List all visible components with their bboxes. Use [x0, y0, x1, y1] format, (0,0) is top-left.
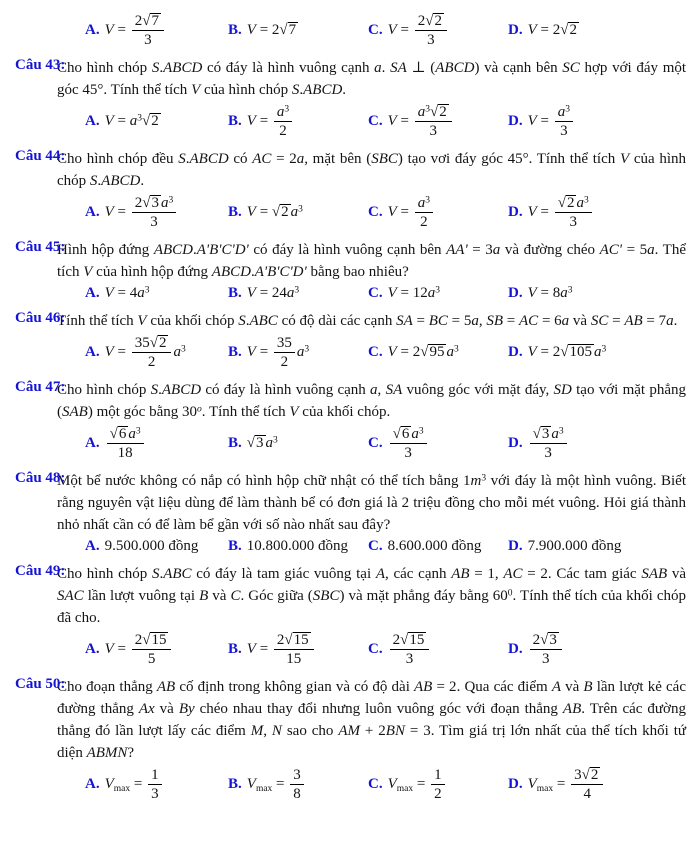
- option: [85, 766, 228, 803]
- option: [85, 285, 228, 302]
- inline-math: V: [289, 404, 299, 420]
- question-text: Cho hình chóp đều S.ABCD có AC = 2a, mặt bên (SBC) tạo vơi đáy góc 45°. Tính thể tích V của hình chóp S.ABCD.: [57, 151, 686, 189]
- option-formula: $V = 24a^3$: [246, 285, 300, 301]
- inline-math: $1m^3$: [462, 473, 487, 489]
- inline-math: V: [137, 313, 147, 329]
- option-letter: B.: [228, 112, 242, 129]
- question-number: Câu 49:: [15, 563, 66, 579]
- option: [228, 631, 368, 668]
- option-formula: V = $\frac{√2 a^3}{3}$: [528, 204, 594, 220]
- inline-math: V: [619, 151, 630, 167]
- option-letter: D.: [508, 112, 523, 129]
- question-text: Tính thể tích V của khối chóp S.ABC có độ dài các cạnh SA = BC = 5a, SB = AC = 6a và SC = AB = 7a.: [57, 313, 678, 329]
- option: [508, 22, 686, 39]
- question-text: Cho hình chóp S.ABCD có đáy là hình vuông cạnh a, SA vuông góc với mặt đáy, SD tạo với mặt phẳng (SAB) một góc bằng 30$^o$. Tính thể tích V của khối chóp.: [57, 382, 686, 420]
- question-block: [0, 676, 686, 803]
- option: [85, 194, 228, 231]
- inline-math: AB: [156, 679, 176, 695]
- option-letter: B.: [228, 775, 242, 792]
- option-letter: A.: [85, 285, 100, 301]
- inline-math: SC = AB = 7a: [590, 313, 674, 329]
- inline-math: SAB: [641, 566, 668, 582]
- option-formula: 9.500.000 đồng: [104, 538, 199, 554]
- option-formula: 7.900.000 đồng: [527, 538, 622, 554]
- option: [508, 194, 686, 231]
- option-formula: $V_{max}$ = $\frac{3}{8}$: [247, 776, 306, 792]
- option-formula: V = $\frac{a^3√2}{3}$: [388, 113, 454, 129]
- option-letter: D.: [508, 344, 523, 360]
- option-formula: $V_{max}$ = $\frac{3√2}{4}$: [528, 776, 606, 792]
- option-formula: V = $\frac{35√2}{2}$ $a^3$: [104, 335, 186, 370]
- option: [228, 103, 368, 140]
- options-row: [85, 766, 686, 803]
- option-letter: A.: [85, 343, 100, 360]
- option-letter: A.: [85, 203, 100, 220]
- inline-math: S.ABCD: [291, 82, 343, 98]
- options-row: [85, 538, 686, 555]
- option-letter: A.: [85, 113, 100, 129]
- option-formula: $V_{max}$ = $\frac{1}{3}$: [105, 776, 164, 792]
- inline-math: 30$^o$: [181, 404, 202, 420]
- option-formula: $V = a^3√2$: [104, 113, 159, 129]
- option-formula: V = 2√7: [246, 22, 297, 38]
- inline-math: (SAB): [57, 404, 93, 420]
- inline-math: AB: [562, 701, 582, 717]
- options-row: [85, 334, 686, 371]
- option: [368, 194, 508, 231]
- inline-math: Ax: [138, 701, 155, 717]
- inline-math: 45°: [507, 151, 529, 167]
- question-block: [0, 470, 686, 555]
- inline-math: ABCD.A'B'C'D': [211, 264, 307, 280]
- option: [368, 285, 508, 302]
- option: [508, 103, 686, 140]
- inline-math: A: [375, 566, 386, 582]
- option-letter: D.: [508, 640, 523, 657]
- option: [228, 22, 368, 39]
- question-text: Cho hình chóp S.ABC có đáy là tam giác vuông tại A, các cạnh AB = 1, AC = 2. Các tam giác SAB và SAC lần lượt vuông tại B và C. Góc giữa (SBC) và mặt phẳng đáy bằng $60^0$. Tính thể tích của khối chóp đã cho.: [57, 566, 687, 626]
- option-formula: $V = 4a^3$: [104, 285, 150, 301]
- option-formula: V = $\frac{a^3}{3}$: [528, 113, 575, 129]
- inline-math: AM + 2BN = 3: [338, 723, 431, 739]
- option-formula: V = $\frac{2√2}{3}$: [388, 22, 449, 38]
- option-letter: B.: [228, 640, 242, 657]
- option-letter: A.: [85, 640, 100, 657]
- option-letter: B.: [228, 285, 242, 301]
- option-formula: $V = 12a^3$: [387, 285, 440, 301]
- option: [508, 766, 686, 803]
- option-letter: C.: [368, 112, 383, 129]
- option: [228, 538, 368, 555]
- option: [508, 344, 686, 361]
- option-formula: V = √2 $a^3$: [246, 204, 303, 220]
- option-letter: B.: [228, 22, 242, 38]
- options-row: [85, 194, 686, 231]
- inline-math: ABCD.A'B'C'D': [153, 242, 249, 258]
- option-letter: A.: [85, 538, 100, 554]
- inline-math: B: [583, 679, 593, 695]
- question-number: Câu 45:: [15, 239, 66, 255]
- option: [228, 285, 368, 302]
- option-letter: C.: [368, 344, 383, 360]
- inline-math: B: [199, 588, 209, 604]
- inline-math: SA ⊥ (ABCD): [390, 60, 480, 76]
- option-formula: $V_{max}$ = $\frac{1}{2}$: [388, 776, 447, 792]
- inline-math: AB = 1, AC = 2: [451, 566, 548, 582]
- option-formula: V = $\frac{a^3}{2}$: [247, 113, 294, 129]
- question-number: Câu 43:: [15, 57, 66, 73]
- option-letter: D.: [508, 775, 523, 792]
- option-letter: C.: [368, 203, 383, 220]
- option-letter: A.: [85, 775, 100, 792]
- inline-math: S.ABCD: [151, 60, 203, 76]
- inline-math: S.ABCD: [150, 382, 202, 398]
- question-number: Câu 48:: [15, 470, 66, 486]
- option: [228, 204, 368, 221]
- inline-math: (SBC): [307, 588, 345, 604]
- option-formula: $\frac{√3 a^3}{3}$: [528, 435, 569, 451]
- option: [228, 435, 368, 452]
- option-letter: B.: [228, 204, 242, 220]
- option-letter: C.: [368, 434, 383, 451]
- option: [368, 12, 508, 49]
- option-letter: B.: [228, 343, 242, 360]
- option-formula: V = $\frac{35}{2}$ $a^3$: [246, 335, 310, 370]
- option-letter: D.: [508, 22, 523, 38]
- inline-math: a: [370, 382, 378, 398]
- inline-math: SD: [553, 382, 572, 398]
- inline-math: ABMN: [86, 745, 128, 761]
- option: [228, 766, 368, 803]
- option-formula: V = $\frac{2√3 a^3}{3}$: [105, 204, 179, 220]
- option: [368, 631, 508, 668]
- inline-math: V: [83, 264, 93, 280]
- options-row: [85, 103, 686, 140]
- inline-math: By: [178, 701, 195, 717]
- option: [228, 334, 368, 371]
- option: [85, 538, 228, 555]
- option-formula: V = $\frac{a^3}{2}$: [388, 204, 435, 220]
- option-letter: B.: [228, 435, 242, 451]
- inline-math: C: [230, 588, 241, 604]
- question-block: [0, 148, 686, 231]
- option-letter: A.: [85, 21, 100, 38]
- inline-math: SAC: [57, 588, 84, 604]
- inline-math: S.ABCD: [89, 173, 141, 189]
- option: [368, 103, 508, 140]
- inline-math: S.ABCD: [178, 151, 229, 167]
- question-text: Một bể nước không có nắp có hình hộp chữ nhật có thể tích bằng $1m^3$ với đáy là một hình vuông. Biết rằng nguyên vật liệu dùng để làm thành bể có đơn giá là 2 triệu đồng cho mỗi mét vuông. Hỏi giá thành nhỏ nhất cần có để làm bể gần với số nào nhất sau đây?: [57, 473, 686, 533]
- options-row: [85, 8, 686, 49]
- option-formula: V = $\frac{2√7}{3}$: [105, 22, 166, 38]
- inline-math: a: [374, 60, 382, 76]
- option-formula: $\frac{2√3}{3}$: [528, 641, 564, 657]
- question-block: [0, 563, 686, 668]
- option-formula: 8.600.000 đồng: [387, 538, 482, 554]
- inline-math: AA' = 3a: [446, 242, 501, 258]
- inline-math: V: [191, 82, 201, 98]
- inline-math: SC: [562, 60, 580, 76]
- option-letter: D.: [508, 285, 523, 301]
- inline-math: AC' = 5a: [599, 242, 655, 258]
- option-formula: √3 $a^3$: [246, 435, 278, 451]
- question-number: Câu 47:: [15, 379, 66, 395]
- option-formula: V = 2√105 $a^3$: [527, 344, 607, 360]
- option: [85, 113, 228, 130]
- option: [85, 334, 228, 371]
- question-number: Câu 46:: [15, 310, 66, 326]
- question-block: [0, 239, 686, 302]
- option: [508, 538, 686, 555]
- option-formula: $\frac{√6 a^3}{18}$: [105, 435, 146, 451]
- inline-math: SB = AC = 6a: [486, 313, 570, 329]
- option-formula: V = $\frac{2√15}{5}$: [105, 641, 174, 657]
- option-letter: D.: [508, 538, 523, 554]
- option-letter: A.: [85, 434, 100, 451]
- option-letter: C.: [368, 285, 383, 301]
- question-block: [0, 379, 686, 462]
- option-formula: 10.800.000 đồng: [246, 538, 349, 554]
- inline-math: S.ABC: [151, 566, 192, 582]
- question-text: Cho đoạn thẳng AB cố định trong không gian và có độ dài AB = 2. Qua các điểm A và B lần lượt kẻ các đường thẳng Ax và By chéo nhau thay đổi nhưng luôn vuông góc với đoạn thẳng AB. Trên các đường thẳng đó lần lượt lấy các điểm M, N sao cho AM + 2BN = 3. Tìm giá trị lớn nhất của thể tích khối tứ diện ABMN?: [57, 679, 687, 761]
- options-row: [85, 285, 686, 302]
- inline-math: S.ABC: [238, 313, 278, 329]
- inline-math: SA = BC = 5a: [396, 313, 479, 329]
- inline-math: SA: [385, 382, 403, 398]
- question-block: [0, 57, 686, 140]
- option: [368, 766, 508, 803]
- inline-math: 45°: [82, 82, 104, 98]
- question-number: Câu 50:: [15, 676, 66, 692]
- option-formula: $\frac{√6 a^3}{3}$: [388, 435, 429, 451]
- inline-math: $60^0$: [492, 588, 513, 604]
- option: [508, 631, 686, 668]
- option: [85, 631, 228, 668]
- option-formula: V = $\frac{2√15}{15}$: [247, 641, 316, 657]
- question-text: Cho hình chóp S.ABCD có đáy là hình vuông cạnh a. SA ⊥ (ABCD) và cạnh bên SC hợp với đáy một góc 45°. Tính thể tích V của hình chóp S.ABCD.: [57, 60, 687, 98]
- inline-math: AB = 2: [414, 679, 457, 695]
- option-letter: C.: [368, 21, 383, 38]
- option-letter: C.: [368, 775, 383, 792]
- option-formula: $V = 8a^3$: [527, 285, 573, 301]
- inline-math: AC = 2a: [252, 151, 305, 167]
- inline-math: A: [551, 679, 561, 695]
- option-formula: V = 2√95 $a^3$: [387, 344, 459, 360]
- option: [85, 425, 228, 462]
- question-number: Câu 44:: [15, 148, 66, 164]
- option-letter: C.: [368, 538, 383, 554]
- option: [508, 285, 686, 302]
- option: [368, 344, 508, 361]
- inline-math: (SBC): [366, 151, 403, 167]
- option-letter: D.: [508, 203, 523, 220]
- inline-math: M, N: [250, 723, 282, 739]
- options-row: [85, 425, 686, 462]
- options-row: [85, 631, 686, 668]
- option: [368, 538, 508, 555]
- question-text: Hình hộp đứng ABCD.A'B'C'D' có đáy là hình vuông cạnh bên AA' = 3a và đường chéo AC' = 5a. Thể tích V của hình hộp đứng ABCD.A'B'C'D' bằng bao nhiêu?: [57, 242, 686, 280]
- option-letter: C.: [368, 640, 383, 657]
- option-formula: $\frac{2√15}{3}$: [388, 641, 432, 657]
- option-letter: D.: [508, 434, 523, 451]
- question-block: [0, 310, 686, 371]
- option-formula: V = 2√2: [527, 22, 577, 38]
- option: [508, 425, 686, 462]
- option: [368, 425, 508, 462]
- option: [85, 12, 228, 49]
- option-letter: B.: [228, 538, 242, 554]
